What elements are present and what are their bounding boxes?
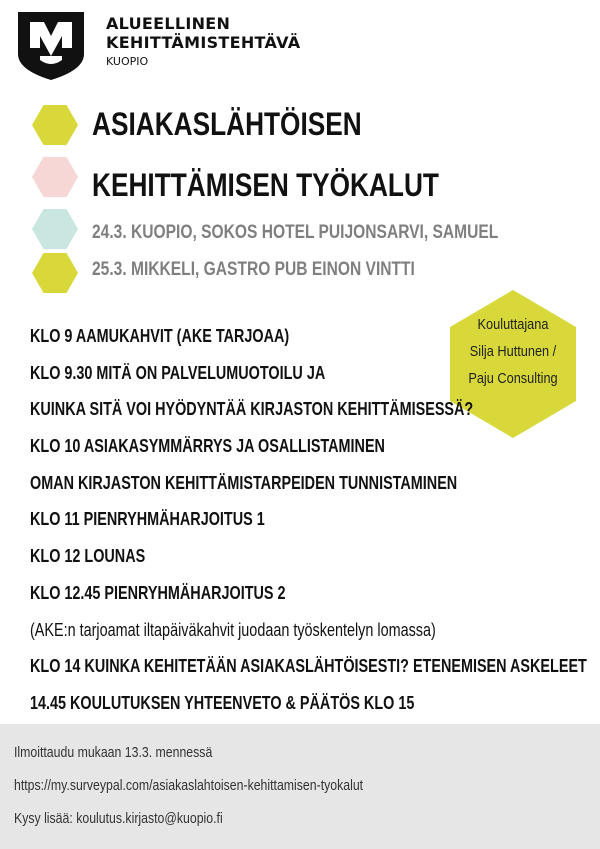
organization-name (106, 14, 300, 72)
registration-link[interactable]: https://my.surveypal.com/asiakaslahtoisen-kehittamisen-tyokalut (14, 777, 364, 794)
event-mikkeli: 25.3. MIKKELI, GASTRO PUB EINON VINTTI (92, 259, 415, 280)
org-line-3: KUOPIO (106, 55, 149, 68)
program-item: 14.45 KOULUTUKSEN YHTEENVETO & PÄÄTÖS KLO 15 (30, 692, 415, 713)
program-list (30, 318, 600, 722)
hexagon-yellow-2-icon (32, 253, 78, 293)
program-item: KLO 11 PIENRYHMÄHARJOITUS 1 (30, 509, 265, 530)
program-item: KLO 14 KUINKA KEHITETÄÄN ASIAKASLÄHTÖISESTI? ETENEMISEN ASKELEET (30, 656, 587, 677)
trainer-line-2: Silja Huttunen / (469, 343, 557, 360)
program-item: OMAN KIRJASTON KEHITTÄMISTARPEIDEN TUNNISTAMINEN (30, 472, 458, 493)
program-item: KLO 10 ASIAKASYMMÄRRYS JA OSALLISTAMINEN (30, 436, 385, 457)
hexagon-pink-icon (32, 157, 78, 197)
program-item: KUINKA SITÄ VOI HYÖDYNTÄÄ KIRJASTON KEHITTÄMISESSÄ? (30, 399, 474, 420)
program-item: KLO 9.30 MITÄ ON PALVELUMUOTOILU JA (30, 362, 326, 383)
trainer-line-3: Paju Consulting (468, 370, 558, 387)
org-line-1: ALUEELLINEN (106, 14, 231, 33)
program-item: KLO 9 AAMUKAHVIT (AKE TARJOAA) (30, 326, 290, 346)
title-line-2: KEHITTÄMISEN TYÖKALUT (92, 167, 439, 203)
program-item: KLO 12.45 PIENRYHMÄHARJOITUS 2 (30, 582, 286, 603)
footer (0, 724, 600, 849)
mk-shield-logo-icon (14, 8, 88, 82)
contact-email[interactable]: Kysy lisää: koulutus.kirjasto@kuopio.fi (14, 810, 223, 827)
title-line-1: ASIAKASLÄHTÖISEN (92, 106, 362, 142)
org-line-2: KEHITTÄMISTEHTÄVÄ (106, 33, 301, 52)
program-item: KLO 12 LOUNAS (30, 546, 146, 567)
event-kuopio: 24.3. KUOPIO, SOKOS HOTEL PUIJONSARVI, SAMUEL (92, 222, 499, 243)
program-note: (AKE:n tarjoamat iltapäiväkahvit juodaan työskentelyn lomassa) (30, 619, 436, 640)
hexagon-yellow-1-icon (32, 105, 78, 145)
hexagon-mint-icon (32, 209, 78, 249)
trainer-line-1: Kouluttajana (477, 316, 549, 333)
registration-deadline: Ilmoittaudu mukaan 13.3. mennessä (14, 744, 213, 761)
